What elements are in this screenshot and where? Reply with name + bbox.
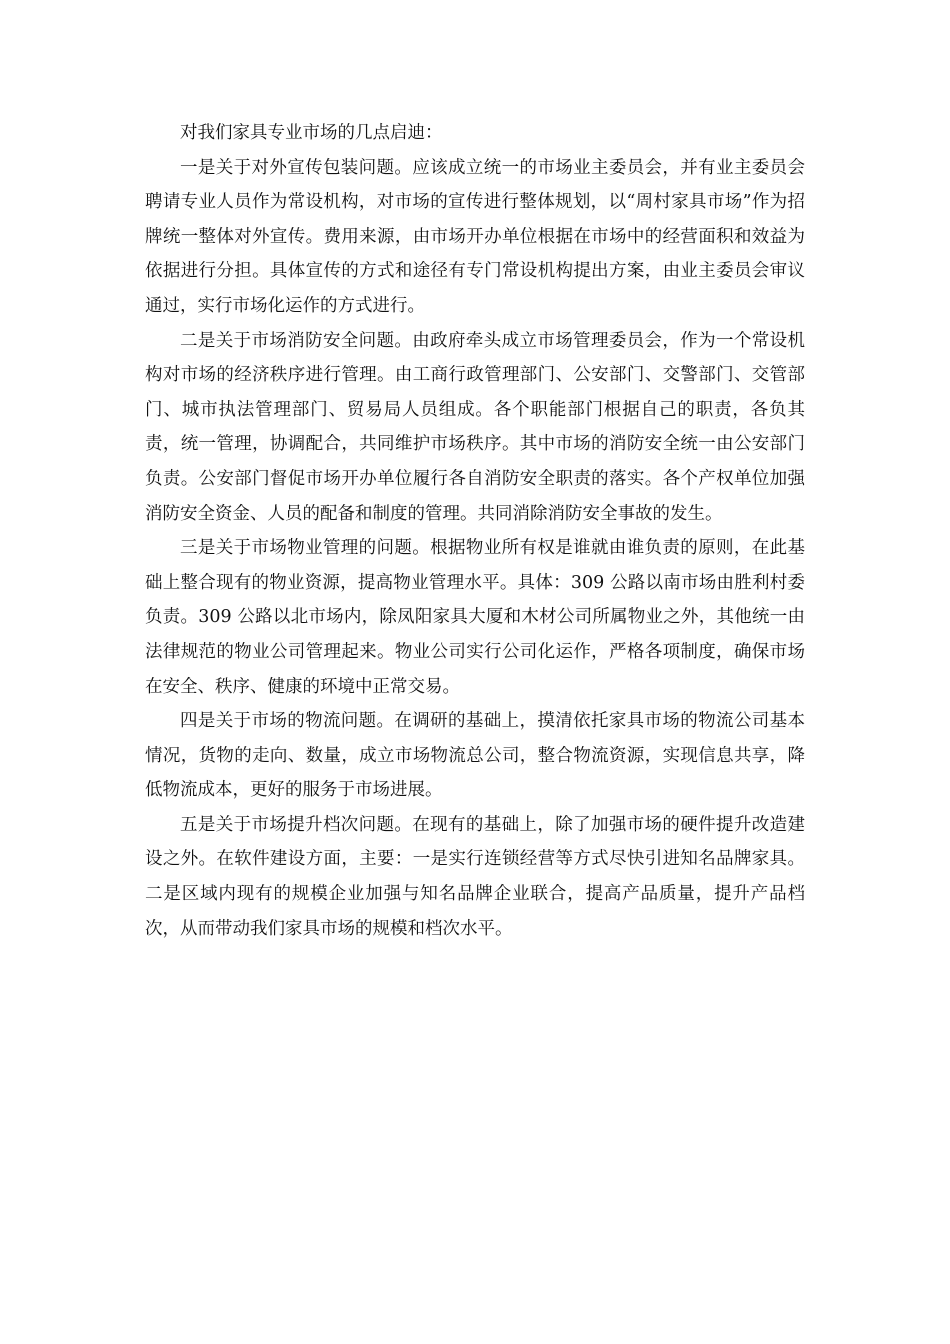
document-heading-line: 对我们家具专业市场的几点启迪：	[180, 123, 443, 143]
paragraph-logistics: 四是关于市场的物流问题。在调研的基础上，摸清依托家具市场的物流公司基本情况，货物的走向、数量，成立市场物流总公司，整合物流资源，实现信息共享，降低物流成本，更好的服务于市场进展。	[145, 711, 805, 801]
paragraph-property-management: 三是关于市场物业管理的问题。根据物业所有权是谁就由谁负责的原则，在此基础上整合现有的物业资源，提高物业管理水平。具体：309 公路以南市场由胜利村委负责。309 公路以北市场内，除凤阳家具大厦和木材公司所属物业之外，其他统一由法律规范的物业公司管理起来。物业公司实行公司化运作，严格各项制度，确保市场在安全、秩序、健康的环境中正常交易。	[145, 538, 805, 697]
paragraph-upgrade: 五是关于市场提升档次问题。在现有的基础上，除了加强市场的硬件提升改造建设之外。在软件建设方面，主要：一是实行连锁经营等方式尽快引进知名品牌家具。二是区域内现有的规模企业加强与知名品牌企业联合，提高产品质量，提升产品档次，从而带动我们家具市场的规模和档次水平。	[145, 814, 805, 939]
paragraph-publicity: 一是关于对外宣传包装问题。应该成立统一的市场业主委员会，并有业主委员会聘请专业人员作为常设机构，对市场的宣传进行整体规划，以“周村家具市场”作为招牌统一整体对外宣传。费用来源，由市场开办单位根据在市场中的经营面积和效益为依据进行分担。具体宣传的方式和途径有专门常设机构提出方案，由业主委员会审议通过，实行市场化运作的方式进行。	[145, 157, 805, 316]
document-body	[145, 116, 805, 946]
paragraph-fire-safety: 二是关于市场消防安全问题。由政府牵头成立市场管理委员会，作为一个常设机构对市场的经济秩序进行管理。由工商行政管理部门、公安部门、交警部门、交管部门、城市执法管理部门、贸易局人员组成。各个职能部门根据自己的职责，各负其责，统一管理，协调配合，共同维护市场秩序。其中市场的消防安全统一由公安部门负责。公安部门督促市场开办单位履行各自消防安全职责的落实。各个产权单位加强消防安全资金、人员的配备和制度的管理。共同消除消防安全事故的发生。	[145, 330, 805, 524]
